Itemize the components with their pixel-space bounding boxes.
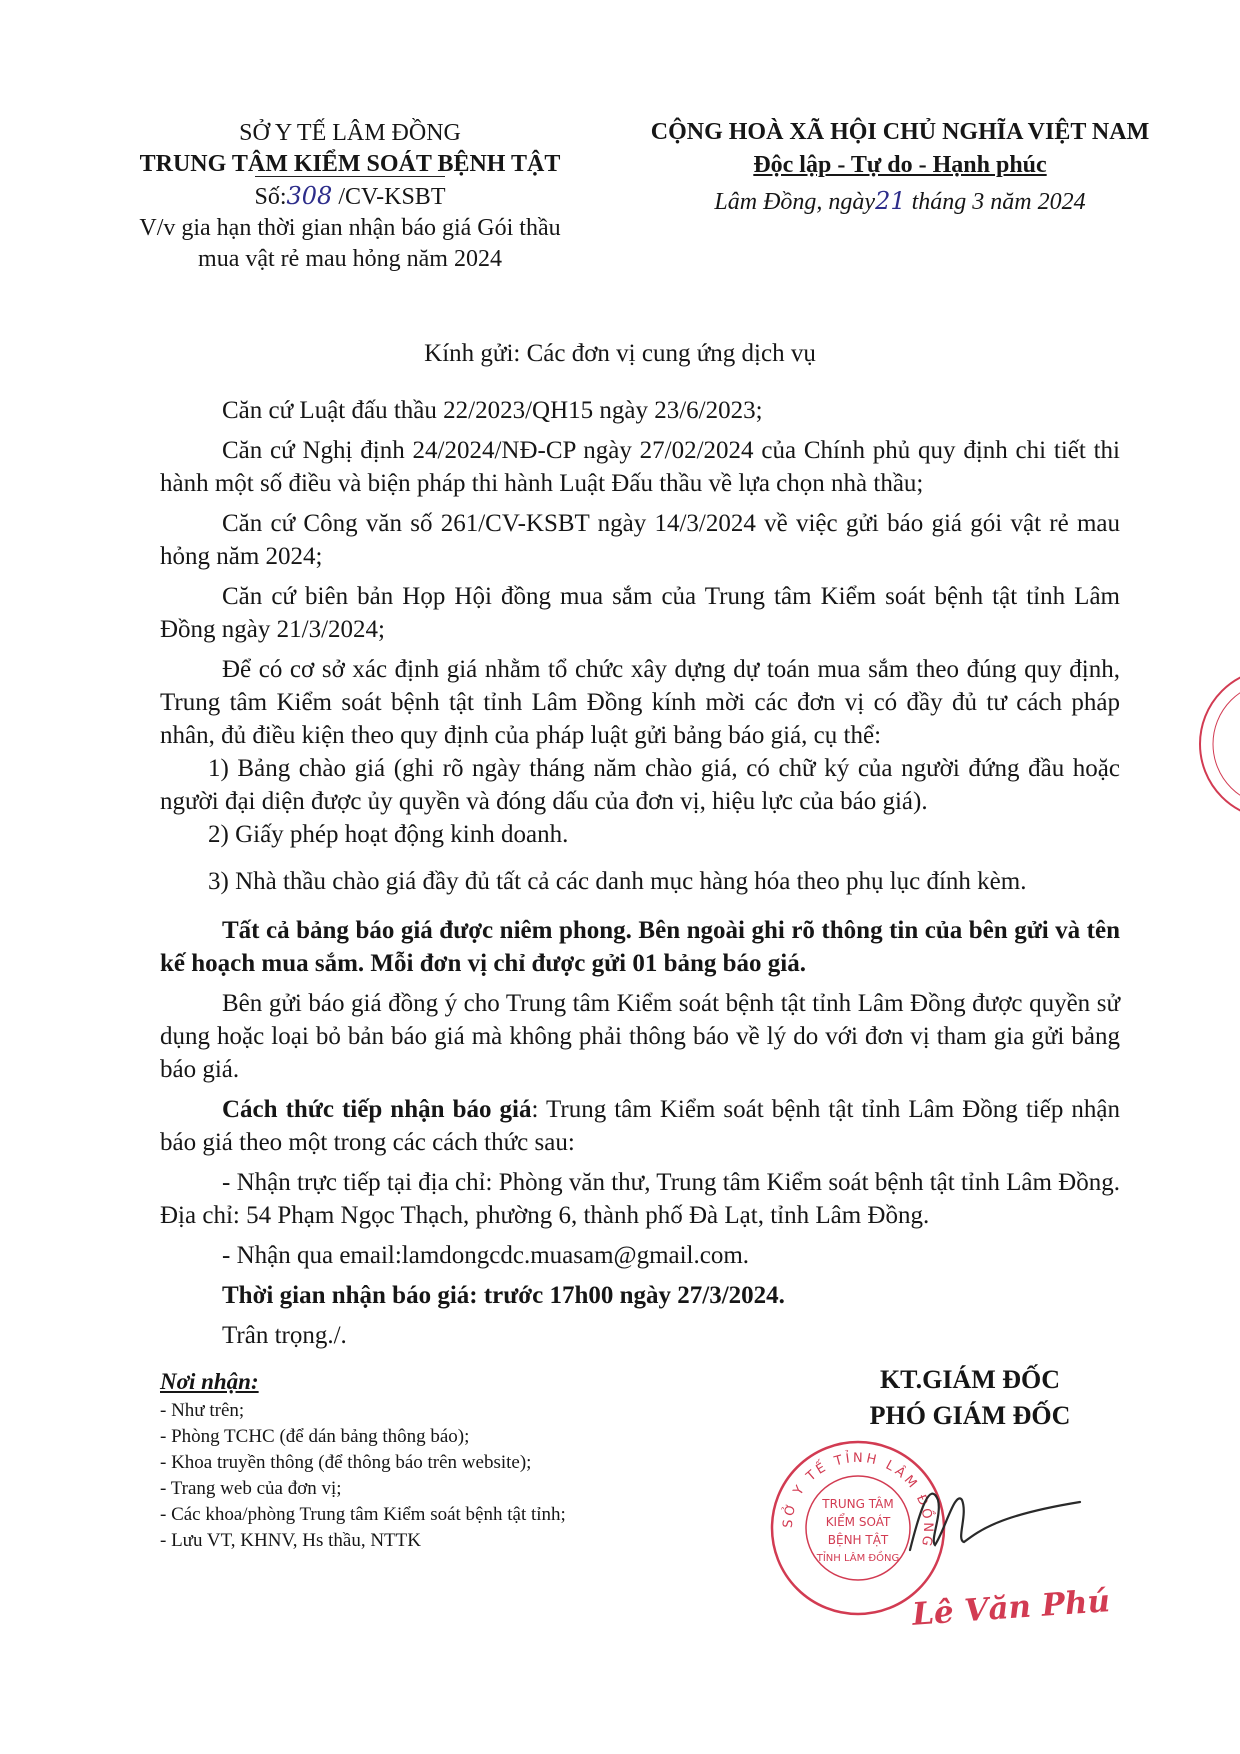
- header-right: [600, 116, 1200, 219]
- place-date: Lâm Đồng, ngày21 tháng 3 năm 2024: [714, 187, 1086, 215]
- stamp-line: TỈNH LÂM ĐỒNG: [816, 1553, 900, 1564]
- addressee: Kính gửi: Các đơn vị cung ứng dịch vụ: [424, 340, 816, 367]
- handwritten-day: 21: [875, 187, 906, 215]
- recipient-item: - Trang web của đơn vị;: [160, 1478, 342, 1499]
- receipt-method-label: Cách thức tiếp nhận báo giá: [222, 1096, 532, 1123]
- body-paragraph: Căn cứ Công văn số 261/CV-KSBT ngày 14/3/2024 về việc gửi báo giá gói vật rẻ mau hỏng năm 2024;: [160, 510, 1120, 570]
- stamp-line: KIỂM SOÁT: [825, 1515, 891, 1529]
- stamp-ring-text: SỞ Y TẾ TỈNH LÂM ĐỒNG: [780, 1450, 936, 1551]
- body-paragraph: Bên gửi báo giá đồng ý cho Trung tâm Kiểm soát bệnh tật tỉnh Lâm Đồng được quyền sử dụng hoặc loại bỏ bản báo giá mà không phải thông báo về lý do với đơn vị tham gia gửi bảng báo giá.: [160, 990, 1120, 1083]
- handwritten-number: 308: [286, 182, 333, 210]
- stamp-line: TRUNG TÂM: [822, 1497, 894, 1511]
- recipients-title: Nơi nhận:: [160, 1369, 259, 1394]
- department-name: SỞ Y TẾ LÂM ĐỒNG: [239, 120, 461, 146]
- recipient-item: - Phòng TCHC (để dán bảng thông báo);: [160, 1426, 470, 1447]
- stamp-line: BỆNH TẬT: [827, 1533, 889, 1547]
- national-motto: Độc lập - Tự do - Hạnh phúc: [753, 152, 1047, 178]
- receipt-method-paragraph: Cách thức tiếp nhận báo giá: Trung tâm Kiểm soát bệnh tật tỉnh Lâm Đồng tiếp nhận báo giá theo một trong các cách thức sau:: [160, 1096, 1120, 1156]
- list-item: 1) Bảng chào giá (ghi rõ ngày tháng năm chào giá, có chữ ký của người đứng đầu hoặc người đại diện được ủy quyền và đóng dấu của đơn vị, hiệu lực của báo giá).: [160, 755, 1120, 815]
- closing: Trân trọng./.: [222, 1322, 347, 1349]
- signature-block: [820, 1362, 1120, 1434]
- body-paragraph: - Nhận trực tiếp tại địa chỉ: Phòng văn thư, Trung tâm Kiểm soát bệnh tật tỉnh Lâm Đồng. Địa chỉ: 54 Phạm Ngọc Thạch, phường 6, thành phố Đà Lạt, tỉnh Lâm Đồng.: [160, 1169, 1120, 1229]
- body-paragraph: Để có cơ sở xác định giá nhằm tổ chức xây dựng dự toán mua sắm theo đúng quy định, Trung tâm Kiểm soát bệnh tật tỉnh Lâm Đồng kính mời các đơn vị có đầy đủ tư cách pháp nhân, đủ điều kiện theo quy định của pháp luật gửi bảng báo giá, cụ thể:: [160, 656, 1120, 749]
- nation-title: CỘNG HOÀ XÃ HỘI CHỦ NGHĨA VIỆT NAM: [650, 119, 1150, 145]
- list-item: 2) Giấy phép hoạt động kinh doanh.: [208, 821, 569, 848]
- signer-role-1: KT.GIÁM ĐỐC: [879, 1365, 1061, 1394]
- subject-line-2: mua vật rẻ mau hỏng năm 2024: [198, 246, 502, 272]
- recipient-item: - Khoa truyền thông (để thông báo trên website);: [160, 1452, 532, 1473]
- handwritten-signature: [890, 1470, 1090, 1570]
- recipient-item: - Lưu VT, KHNV, Hs thầu, NTTK: [160, 1530, 421, 1551]
- deadline-line: Thời gian nhận báo giá: trước 17h00 ngày 27/3/2024.: [222, 1282, 785, 1309]
- edge-seal: [1195, 664, 1240, 824]
- signer-role-2: PHÓ GIÁM ĐỐC: [869, 1401, 1071, 1430]
- body-paragraph: Căn cứ Luật đấu thầu 22/2023/QH15 ngày 23/6/2023;: [222, 397, 763, 424]
- subject-line-1: V/v gia hạn thời gian nhận báo giá Gói thầu: [139, 215, 561, 241]
- recipients-block: [160, 1366, 566, 1554]
- organization-name: TRUNG TÂM KIỂM SOÁT BỆNH TẬT: [139, 151, 561, 177]
- email-line: - Nhận qua email:lamdongcdc.muasam@gmail.com.: [222, 1242, 750, 1269]
- recipient-item: - Các khoa/phòng Trung tâm Kiểm soát bệnh tật tỉnh;: [160, 1504, 566, 1525]
- body-paragraph: Căn cứ biên bản Họp Hội đồng mua sắm của Trung tâm Kiểm soát bệnh tật tỉnh Lâm Đồng ngày 21/3/2024;: [160, 583, 1120, 643]
- signer-name: Lê Văn Phú: [910, 1583, 1112, 1633]
- header-left: [120, 118, 580, 275]
- recipient-item: - Như trên;: [160, 1400, 245, 1421]
- document-number: Số:308 /CV-KSBT: [254, 182, 446, 210]
- body-paragraph: Căn cứ Nghị định 24/2024/NĐ-CP ngày 27/02/2024 của Chính phủ quy định chi tiết thi hành một số điều và biện pháp thi hành Luật Đấu thầu về lựa chọn nhà thầu;: [160, 437, 1120, 497]
- letter-body: [160, 394, 1120, 1352]
- bold-notice: Tất cả bảng báo giá được niêm phong. Bên ngoài ghi rõ thông tin của bên gửi và tên kế hoạch mua sắm. Mỗi đơn vị chỉ được gửi 01 bảng báo giá.: [160, 917, 1120, 977]
- list-item: 3) Nhà thầu chào giá đầy đủ tất cả các danh mục hàng hóa theo phụ lục đính kèm.: [208, 868, 1027, 895]
